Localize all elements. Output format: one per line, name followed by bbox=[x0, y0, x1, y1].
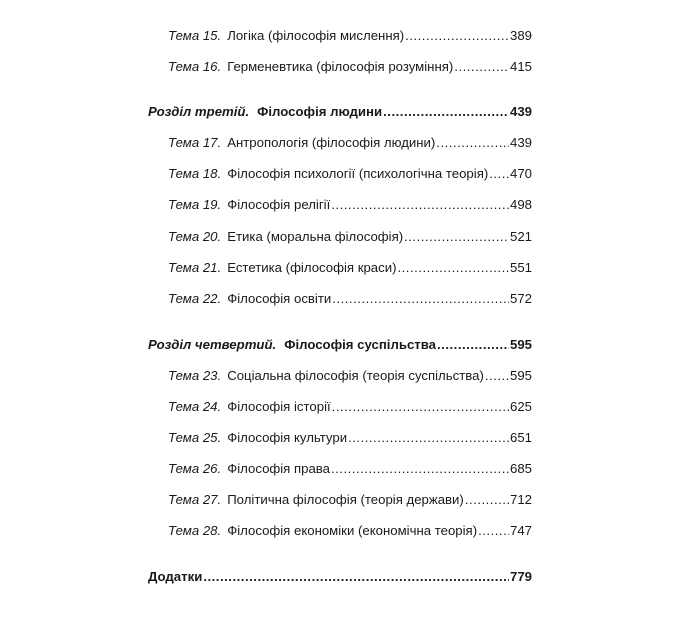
entry-title: Філософія культури bbox=[227, 430, 348, 445]
page-number: 651 bbox=[509, 430, 532, 445]
entry-title: Філософія освіти bbox=[227, 291, 332, 306]
topic-label: Тема 26. bbox=[168, 461, 222, 476]
page-number: 415 bbox=[509, 59, 532, 74]
dot-leader bbox=[454, 59, 509, 75]
topic-label: Тема 27. bbox=[168, 492, 222, 507]
topic-label: Тема 23. bbox=[168, 368, 222, 383]
entry-title: Політична філософія (теорія держави) bbox=[227, 492, 464, 507]
dot-leader bbox=[485, 368, 509, 384]
toc-appendices bbox=[148, 569, 532, 585]
page-number: 595 bbox=[509, 368, 532, 383]
entry-title: Естетика (філософія краси) bbox=[227, 260, 397, 275]
entry-title: Етика (моральна філософія) bbox=[227, 229, 404, 244]
toc-entry-topic-24 bbox=[168, 399, 532, 415]
toc-entry-topic-27 bbox=[168, 492, 532, 508]
page-number: 551 bbox=[509, 260, 532, 275]
page-number: 389 bbox=[509, 28, 532, 43]
page-number: 779 bbox=[509, 569, 532, 584]
topic-label: Тема 20. bbox=[168, 229, 222, 244]
entry-title: Філософія історії bbox=[227, 399, 331, 414]
dot-leader bbox=[404, 229, 509, 245]
topic-label: Тема 28. bbox=[168, 523, 222, 538]
toc-entry-topic-21 bbox=[168, 260, 532, 276]
topic-label: Тема 25. bbox=[168, 430, 222, 445]
page-number: 470 bbox=[509, 166, 532, 181]
section-title: Філософія людини bbox=[257, 104, 383, 119]
dot-leader bbox=[489, 166, 509, 182]
toc-entry-topic-19 bbox=[168, 197, 532, 213]
topic-label: Тема 22. bbox=[168, 291, 222, 306]
entry-title: Логіка (філософія мислення) bbox=[227, 28, 405, 43]
dot-leader bbox=[331, 461, 509, 477]
topic-label: Тема 15. bbox=[168, 28, 222, 43]
toc-section-four bbox=[148, 337, 532, 353]
toc-entry-topic-16 bbox=[168, 59, 532, 75]
dot-leader bbox=[383, 104, 509, 120]
toc-entry-topic-18 bbox=[168, 166, 532, 182]
toc-entry-topic-28 bbox=[168, 523, 532, 539]
entry-title: Антропологія (філософія людини) bbox=[227, 135, 436, 150]
toc-entry-topic-20 bbox=[168, 229, 532, 245]
topic-label: Тема 17. bbox=[168, 135, 222, 150]
topic-label: Тема 18. bbox=[168, 166, 222, 181]
entry-title: Філософія права bbox=[227, 461, 330, 476]
toc-entry-topic-23 bbox=[168, 368, 532, 384]
section-title: Філософія суспільства bbox=[284, 337, 437, 352]
page-number: 747 bbox=[509, 523, 532, 538]
toc-entry-topic-26 bbox=[168, 461, 532, 477]
page-number: 595 bbox=[509, 337, 532, 352]
dot-leader bbox=[203, 569, 509, 585]
page-number: 521 bbox=[509, 229, 532, 244]
entry-title: Герменевтика (філософія розуміння) bbox=[227, 59, 454, 74]
dot-leader bbox=[436, 135, 509, 151]
topic-label: Тема 19. bbox=[168, 197, 222, 212]
dot-leader bbox=[332, 399, 509, 415]
page-number: 498 bbox=[509, 197, 532, 212]
section-label: Розділ третій. bbox=[148, 104, 250, 119]
topic-label: Тема 21. bbox=[168, 260, 222, 275]
page-number: 439 bbox=[509, 104, 532, 119]
toc-section-three bbox=[148, 104, 532, 120]
dot-leader bbox=[348, 430, 509, 446]
topic-label: Тема 24. bbox=[168, 399, 222, 414]
dot-leader bbox=[331, 197, 509, 213]
toc-entry-topic-25 bbox=[168, 430, 532, 446]
page-number: 712 bbox=[509, 492, 532, 507]
page-number: 439 bbox=[509, 135, 532, 150]
dot-leader bbox=[332, 291, 509, 307]
page-number: 685 bbox=[509, 461, 532, 476]
section-label: Розділ четвертий. bbox=[148, 337, 277, 352]
appendix-title: Додатки bbox=[148, 569, 203, 584]
entry-title: Філософія релігії bbox=[227, 197, 331, 212]
toc-entry-topic-15 bbox=[168, 28, 532, 44]
page-number: 572 bbox=[509, 291, 532, 306]
dot-leader bbox=[405, 28, 509, 44]
dot-leader bbox=[478, 523, 509, 539]
entry-title: Філософія економіки (економічна теорія) bbox=[227, 523, 478, 538]
entry-title: Філософія психології (психологічна теорія) bbox=[227, 166, 489, 181]
dot-leader bbox=[437, 337, 509, 353]
dot-leader bbox=[465, 492, 509, 508]
dot-leader bbox=[397, 260, 509, 276]
page-number: 625 bbox=[509, 399, 532, 414]
entry-title: Соціальна філософія (теорія суспільства) bbox=[227, 368, 484, 383]
toc-entry-topic-22 bbox=[168, 291, 532, 307]
toc-entry-topic-17 bbox=[168, 135, 532, 151]
topic-label: Тема 16. bbox=[168, 59, 222, 74]
